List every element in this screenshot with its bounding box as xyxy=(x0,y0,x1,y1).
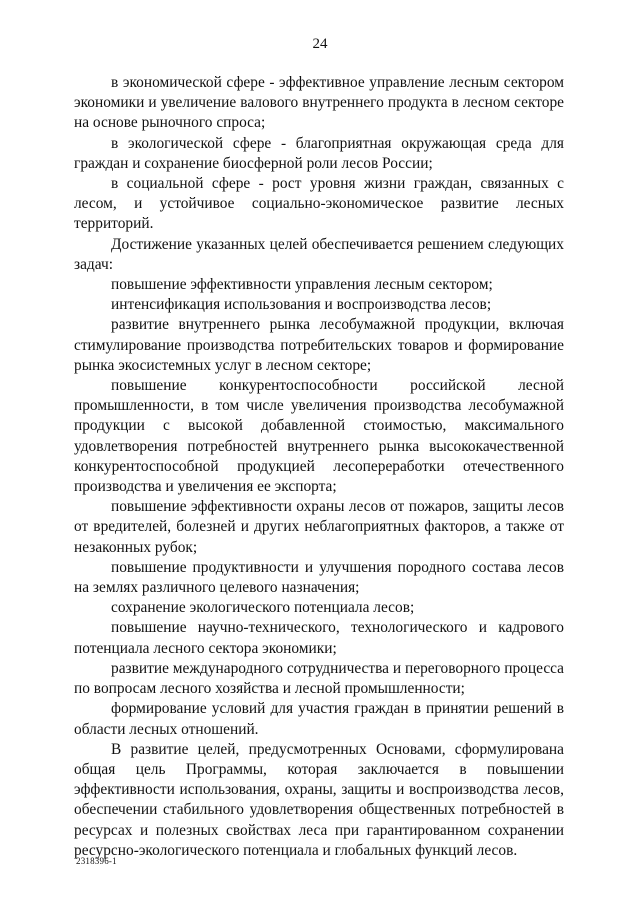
page-number: 24 xyxy=(312,36,328,52)
paragraph: В развитие целей, предусмотренных Основами, сформулирована общая цель Программы, которая заключается в повышении эффективности использования, охраны, защиты и воспроизводства лесов, обеспечении стабильного удовлетворения общественных потребностей в ресурсах и полезных свойствах леса при гарантированном сохранении ресурсно-экологического потенциала и глобальных функций лесов. xyxy=(74,740,564,859)
paragraph: формирование условий для участия граждан в принятии решений в области лесных отношений. xyxy=(74,700,564,738)
body-text xyxy=(74,73,564,861)
paragraph: повышение эффективности охраны лесов от пожаров, защиты лесов от вредителей, болезней и других неблагоприятных факторов, а также от незаконных рубок; xyxy=(74,498,564,556)
paragraph: в экономической сфере - эффективное управление лесным сектором экономики и увеличение валового внутреннего продукта в лесном секторе на основе рыночного спроса; xyxy=(74,74,564,132)
footer-document-code: 2318396-1 xyxy=(76,856,117,866)
paragraph: интенсификация использования и воспроизводства лесов; xyxy=(111,296,492,314)
paragraph: повышение конкурентоспособности российской лесной промышленности, в том числе увеличения производства лесобумажной продукции с высокой добавленной стоимостью, максимального удовлетворения потребностей внутреннего рынка высококачественной конкурентоспособной продукцией лесопереработки отечественного производства и увеличения ее экспорта; xyxy=(74,377,564,496)
paragraph: повышение научно-технического, технологического и кадрового потенциала лесного сектора экономики; xyxy=(74,619,564,657)
paragraph: в экологической сфере - благоприятная окружающая среда для граждан и сохранение биосферной роли лесов России; xyxy=(74,134,564,172)
paragraph: Достижение указанных целей обеспечивается решением следующих задач: xyxy=(74,235,564,273)
paragraph: в социальной сфере - рост уровня жизни граждан, связанных с лесом, и устойчивое социально-экономическое развитие лесных территорий. xyxy=(74,175,564,233)
paragraph: развитие международного сотрудничества и переговорного процесса по вопросам лесного хозяйства и лесной промышленности; xyxy=(74,659,564,698)
paragraph: развитие внутреннего рынка лесобумажной продукции, включая стимулирование производства потребительских товаров и формирование рынка экосистемных услуг в лесном секторе; xyxy=(74,316,564,374)
paragraph: повышение эффективности управления лесным сектором; xyxy=(111,276,493,294)
paragraph: повышение продуктивности и улучшения породного состава лесов на землях различного целевого назначения; xyxy=(74,558,564,597)
paragraph: сохранение экологического потенциала лесов; xyxy=(111,599,415,617)
